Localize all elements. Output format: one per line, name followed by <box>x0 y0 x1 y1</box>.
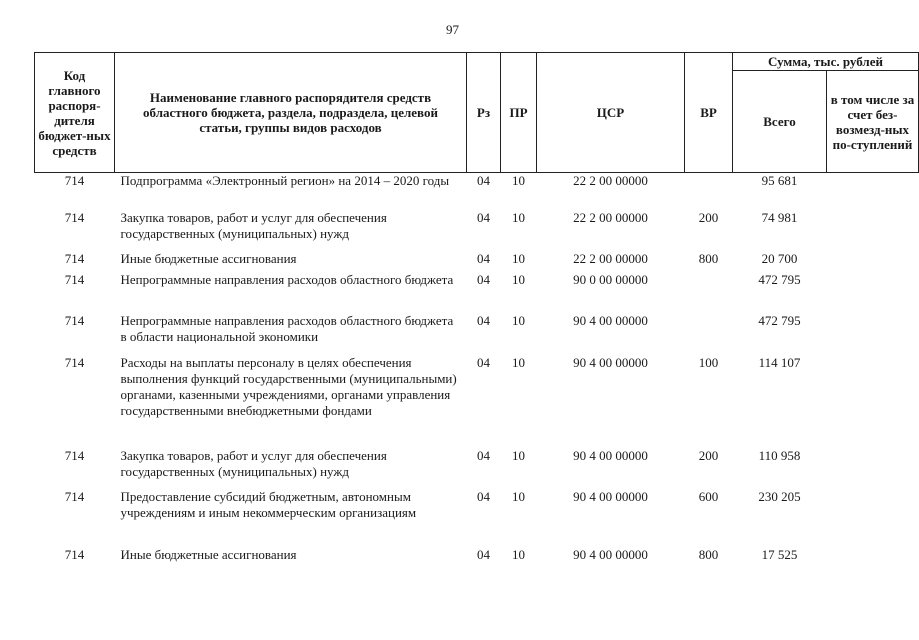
row-pr: 10 <box>512 271 525 287</box>
row-pr: 10 <box>512 209 525 225</box>
table-row <box>35 489 919 547</box>
header-total: Всего <box>733 71 827 173</box>
row-vr: 200 <box>698 447 719 463</box>
row-rz: 04 <box>477 488 490 504</box>
row-pr: 10 <box>512 354 525 370</box>
row-name: Иные бюджетные ассигнования <box>120 250 297 266</box>
row-incl <box>827 355 919 448</box>
row-code: 714 <box>64 271 85 287</box>
row-rz: 04 <box>477 447 490 463</box>
table-body <box>35 173 919 569</box>
header-pr: ПР <box>501 53 537 173</box>
header-name: Наименование главного распорядителя средств областного бюджета, раздела, подраздела, целевой статьи, группы видов расходов <box>115 53 467 173</box>
row-vr <box>685 272 733 313</box>
row-total: 114 107 <box>758 354 801 370</box>
row-incl <box>827 251 919 272</box>
row-code: 714 <box>64 250 85 266</box>
row-csr: 90 4 00 00000 <box>573 546 648 562</box>
page-number: 97 <box>446 22 459 37</box>
row-name: Подпрограмма «Электронный регион» на 2014 – 2020 годы <box>120 173 450 188</box>
row-name: Предоставление субсидий бюджетным, автономным учреждениям и иным некоммерческим организациям <box>120 488 417 520</box>
row-pr: 10 <box>512 250 525 266</box>
budget-table <box>34 52 919 569</box>
row-rz: 04 <box>477 250 490 266</box>
row-incl <box>827 313 919 355</box>
row-rz: 04 <box>477 173 490 188</box>
row-code: 714 <box>64 173 85 188</box>
header-rz: Рз <box>467 53 501 173</box>
row-code: 714 <box>64 447 85 463</box>
row-vr <box>685 313 733 355</box>
row-incl <box>827 173 919 210</box>
row-vr: 600 <box>698 488 719 504</box>
table-row <box>35 210 919 251</box>
row-incl <box>827 489 919 547</box>
header-code: Код главного распоря-дителя бюджет-ных средств <box>35 53 115 173</box>
row-total: 110 958 <box>758 447 801 463</box>
row-code: 714 <box>64 209 85 225</box>
row-pr: 10 <box>512 488 525 504</box>
header-vr: ВР <box>685 53 733 173</box>
row-name: Закупка товаров, работ и услуг для обеспечения государственных (муниципальных) нужд <box>120 447 387 479</box>
row-rz: 04 <box>477 312 490 328</box>
row-name: Иные бюджетные ассигнования <box>120 546 297 562</box>
row-code: 714 <box>64 354 85 370</box>
row-total: 20 700 <box>761 250 798 266</box>
row-total: 74 981 <box>761 209 798 225</box>
row-incl <box>827 448 919 489</box>
row-pr: 10 <box>512 312 525 328</box>
table-row <box>35 547 919 569</box>
header-sum: Сумма, тыс. рублей <box>733 53 919 71</box>
row-csr: 90 4 00 00000 <box>573 447 648 463</box>
row-vr: 800 <box>698 546 719 562</box>
row-name: Расходы на выплаты персоналу в целях обеспечения выполнения функций государственными (муниципальными) органами, казенными учреждениями, органами управления государственными внебюджетными фондами <box>120 354 457 418</box>
header-csr: ЦСР <box>537 53 685 173</box>
header-incl: в том числе за счет без-возмезд-ных по-ступлений <box>827 71 919 173</box>
row-csr: 90 4 00 00000 <box>573 312 648 328</box>
row-code: 714 <box>64 546 85 562</box>
row-vr: 100 <box>698 354 719 370</box>
table-row <box>35 251 919 272</box>
row-rz: 04 <box>477 271 490 287</box>
row-total: 472 795 <box>758 312 801 328</box>
row-total: 472 795 <box>758 271 801 287</box>
row-total: 95 681 <box>761 173 798 188</box>
row-incl <box>827 272 919 313</box>
row-name: Закупка товаров, работ и услуг для обеспечения государственных (муниципальных) нужд <box>120 209 387 241</box>
row-csr: 22 2 00 00000 <box>573 173 648 188</box>
row-rz: 04 <box>477 209 490 225</box>
table-row <box>35 173 919 210</box>
row-code: 714 <box>64 312 85 328</box>
table-row <box>35 313 919 355</box>
row-csr: 22 2 00 00000 <box>573 209 648 225</box>
row-csr: 90 4 00 00000 <box>573 354 648 370</box>
row-vr: 800 <box>698 250 719 266</box>
row-csr: 90 0 00 00000 <box>573 271 648 287</box>
table-row <box>35 448 919 489</box>
row-code: 714 <box>64 488 85 504</box>
row-vr <box>685 173 733 210</box>
row-rz: 04 <box>477 546 490 562</box>
row-name: Непрограммные направления расходов областного бюджета в области национальной экономики <box>120 312 454 344</box>
row-rz: 04 <box>477 354 490 370</box>
row-total: 230 205 <box>758 488 801 504</box>
table-header <box>35 53 919 173</box>
table-row <box>35 272 919 313</box>
row-incl <box>827 210 919 251</box>
row-pr: 10 <box>512 447 525 463</box>
row-pr: 10 <box>512 546 525 562</box>
row-incl <box>827 547 919 569</box>
row-name: Непрограммные направления расходов областного бюджета <box>120 271 454 287</box>
row-vr: 200 <box>698 209 719 225</box>
row-pr: 10 <box>512 173 525 188</box>
table-row <box>35 355 919 448</box>
row-csr: 90 4 00 00000 <box>573 488 648 504</box>
row-csr: 22 2 00 00000 <box>573 250 648 266</box>
row-total: 17 525 <box>761 546 798 562</box>
